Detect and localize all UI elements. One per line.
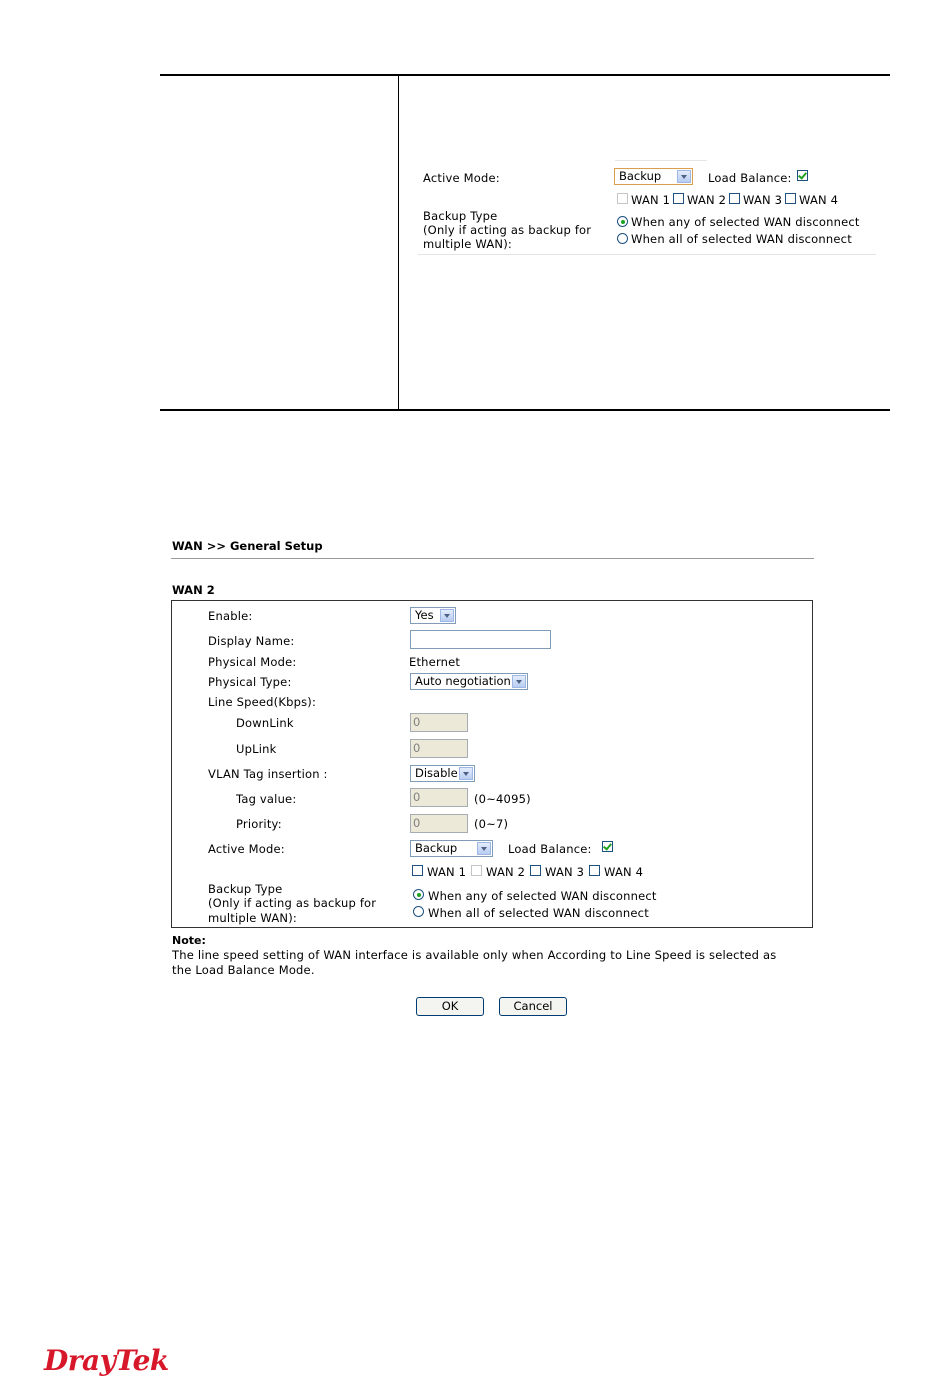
tag-value-label: Tag value: xyxy=(236,792,297,806)
radio-any-label: When any of selected WAN disconnect xyxy=(428,889,657,903)
draytek-logo: DrayTek xyxy=(44,1344,169,1377)
top-radio-any-label: When any of selected WAN disconnect xyxy=(631,215,860,229)
display-name-input[interactable] xyxy=(410,630,551,649)
top-wan2-label: WAN 2 xyxy=(687,193,727,207)
tag-value-range: (0~4095) xyxy=(474,792,531,806)
top-wan3-checkbox[interactable] xyxy=(729,193,740,204)
physical-mode-label: Physical Mode: xyxy=(208,655,297,669)
physical-type-label: Physical Type: xyxy=(208,675,292,689)
top-wan4-checkbox[interactable] xyxy=(785,193,796,204)
note-line-1: The line speed setting of WAN interface is available only when According to Line Speed is selected as xyxy=(172,948,777,962)
top-backup-type-label-1: Backup Type xyxy=(423,209,498,223)
top-panel-separator xyxy=(418,254,876,255)
breadcrumb: WAN >> General Setup xyxy=(172,539,323,553)
top-active-mode-select[interactable] xyxy=(614,168,693,185)
active-mode-label: Active Mode: xyxy=(208,842,285,856)
top-radio-any-disconnect[interactable] xyxy=(617,216,628,227)
breadcrumb-divider xyxy=(171,558,814,559)
wan2-label: WAN 2 xyxy=(486,865,526,879)
active-mode-value: Backup xyxy=(415,841,458,855)
active-mode-select[interactable] xyxy=(410,840,493,857)
priority-input[interactable] xyxy=(410,814,468,833)
physical-mode-value: Ethernet xyxy=(409,655,461,669)
priority-label: Priority: xyxy=(236,817,282,831)
physical-type-select[interactable] xyxy=(410,673,528,690)
radio-all-label: When all of selected WAN disconnect xyxy=(428,906,649,920)
vlan-tag-label: VLAN Tag insertion : xyxy=(208,767,328,781)
top-wan1-checkbox[interactable] xyxy=(617,193,628,204)
note-line-2: the Load Balance Mode. xyxy=(172,963,315,977)
chevron-down-icon xyxy=(459,767,473,780)
wan2-checkbox[interactable] xyxy=(471,865,482,876)
wan1-label: WAN 1 xyxy=(427,865,467,879)
top-backup-type-label-3: multiple WAN): xyxy=(423,237,512,251)
chevron-down-icon xyxy=(477,842,491,855)
enable-label: Enable: xyxy=(208,609,253,623)
enable-select[interactable] xyxy=(410,607,456,624)
chevron-down-icon xyxy=(512,675,526,688)
priority-value: 0 xyxy=(413,816,421,830)
enable-value: Yes xyxy=(415,608,434,622)
line-speed-label: Line Speed(Kbps): xyxy=(208,695,317,709)
tag-value-value: 0 xyxy=(413,790,421,804)
load-balance-label: Load Balance: xyxy=(508,842,592,856)
wan1-checkbox[interactable] xyxy=(412,865,423,876)
wan4-checkbox[interactable] xyxy=(589,865,600,876)
chevron-down-icon xyxy=(677,170,691,183)
wan4-label: WAN 4 xyxy=(604,865,644,879)
ok-button[interactable]: OK xyxy=(416,997,484,1016)
uplink-label: UpLink xyxy=(236,742,277,756)
vlan-tag-value: Disable xyxy=(415,766,458,780)
downlink-label: DownLink xyxy=(236,716,294,730)
top-radio-all-label: When all of selected WAN disconnect xyxy=(631,232,852,246)
wan3-checkbox[interactable] xyxy=(530,865,541,876)
downlink-value: 0 xyxy=(413,715,421,729)
backup-type-label-3: multiple WAN): xyxy=(208,911,297,925)
top-wan2-checkbox[interactable] xyxy=(673,193,684,204)
priority-range: (0~7) xyxy=(474,817,509,831)
table-column-divider xyxy=(398,74,399,411)
top-panel-fade-line xyxy=(615,160,707,161)
backup-type-label-2: (Only if acting as backup for xyxy=(208,896,377,910)
tag-value-input[interactable] xyxy=(410,788,468,807)
load-balance-checkbox[interactable] xyxy=(602,841,613,852)
top-wan1-label: WAN 1 xyxy=(631,193,671,207)
wan3-label: WAN 3 xyxy=(545,865,585,879)
downlink-input[interactable] xyxy=(410,713,468,732)
top-active-mode-value: Backup xyxy=(619,169,662,183)
radio-any-disconnect[interactable] xyxy=(413,889,424,900)
chevron-down-icon xyxy=(440,609,454,622)
note-title: Note: xyxy=(172,934,206,947)
radio-all-disconnect[interactable] xyxy=(413,906,424,917)
top-active-mode-label: Active Mode: xyxy=(423,171,500,185)
section-title: WAN 2 xyxy=(172,583,215,597)
top-load-balance-checkbox[interactable] xyxy=(797,170,808,181)
cancel-button[interactable]: Cancel xyxy=(499,997,567,1016)
table-bottom-rule xyxy=(160,409,890,411)
display-name-label: Display Name: xyxy=(208,634,295,648)
uplink-input[interactable] xyxy=(410,739,468,758)
backup-type-label-1: Backup Type xyxy=(208,882,283,896)
top-load-balance-label: Load Balance: xyxy=(708,171,792,185)
uplink-value: 0 xyxy=(413,741,421,755)
top-backup-type-label-2: (Only if acting as backup for xyxy=(423,223,592,237)
top-radio-all-disconnect[interactable] xyxy=(617,233,628,244)
table-top-rule xyxy=(160,74,890,76)
physical-type-value: Auto negotiation xyxy=(415,674,511,688)
top-wan4-label: WAN 4 xyxy=(799,193,839,207)
top-wan3-label: WAN 3 xyxy=(743,193,783,207)
vlan-tag-select[interactable] xyxy=(410,765,475,782)
